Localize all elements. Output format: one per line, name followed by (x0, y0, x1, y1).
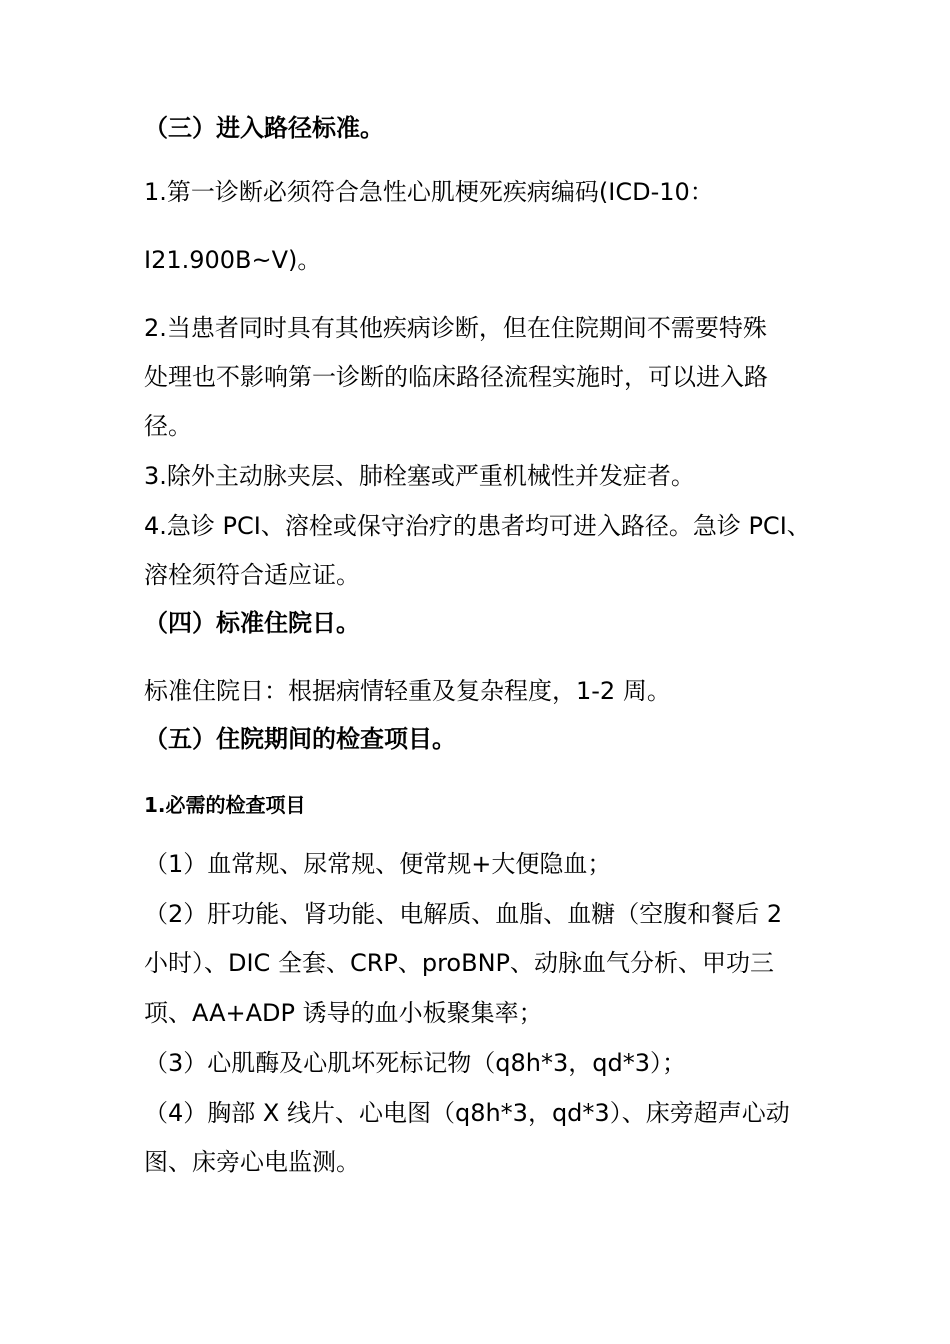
paragraph-line: 3.除外主动脉夹层、肺栓塞或严重机械性并发症者。 (144, 462, 695, 490)
paragraph-line: 溶栓须符合适应证。 (144, 561, 360, 589)
paragraph-line: 处理也不影响第一诊断的临床路径流程实施时，可以进入路 (144, 363, 768, 391)
paragraph-line: 2.当患者同时具有其他疾病诊断，但在住院期间不需要特殊 (144, 314, 767, 342)
paragraph-line: 1.第一诊断必须符合急性心肌梗死疾病编码(ICD-10： (144, 178, 714, 206)
paragraph-line: I21.900B~V)。 (144, 246, 322, 274)
list-item: （1）血常规、尿常规、便常规+大便隐血； (144, 850, 612, 878)
section-heading-5: （五）住院期间的检查项目。 (144, 725, 456, 753)
section-heading-3: （三）进入路径标准。 (144, 114, 384, 142)
list-item: （3）心肌酶及心肌坏死标记物（q8h*3，qd*3）； (144, 1049, 686, 1077)
list-item: 图、床旁心电监测。 (144, 1148, 360, 1176)
paragraph-line: 标准住院日：根据病情轻重及复杂程度，1-2 周。 (144, 677, 671, 705)
subsection-heading: 1.必需的检查项目 (144, 793, 306, 817)
list-item: （4）胸部 X 线片、心电图（q8h*3，qd*3）、床旁超声心动 (144, 1099, 790, 1127)
paragraph-line: 4.急诊 PCI、溶栓或保守治疗的患者均可进入路径。急诊 PCI、 (144, 512, 811, 540)
list-item: 项、AA+ADP 诱导的血小板聚集率； (144, 999, 543, 1027)
list-item: 小时）、DIC 全套、CRP、proBNP、动脉血气分析、甲功三 (144, 949, 774, 977)
paragraph-line: 径。 (144, 412, 192, 440)
list-item: （2）肝功能、肾功能、电解质、血脂、血糖（空腹和餐后 2 (144, 900, 783, 928)
section-heading-4: （四）标准住院日。 (144, 609, 360, 637)
